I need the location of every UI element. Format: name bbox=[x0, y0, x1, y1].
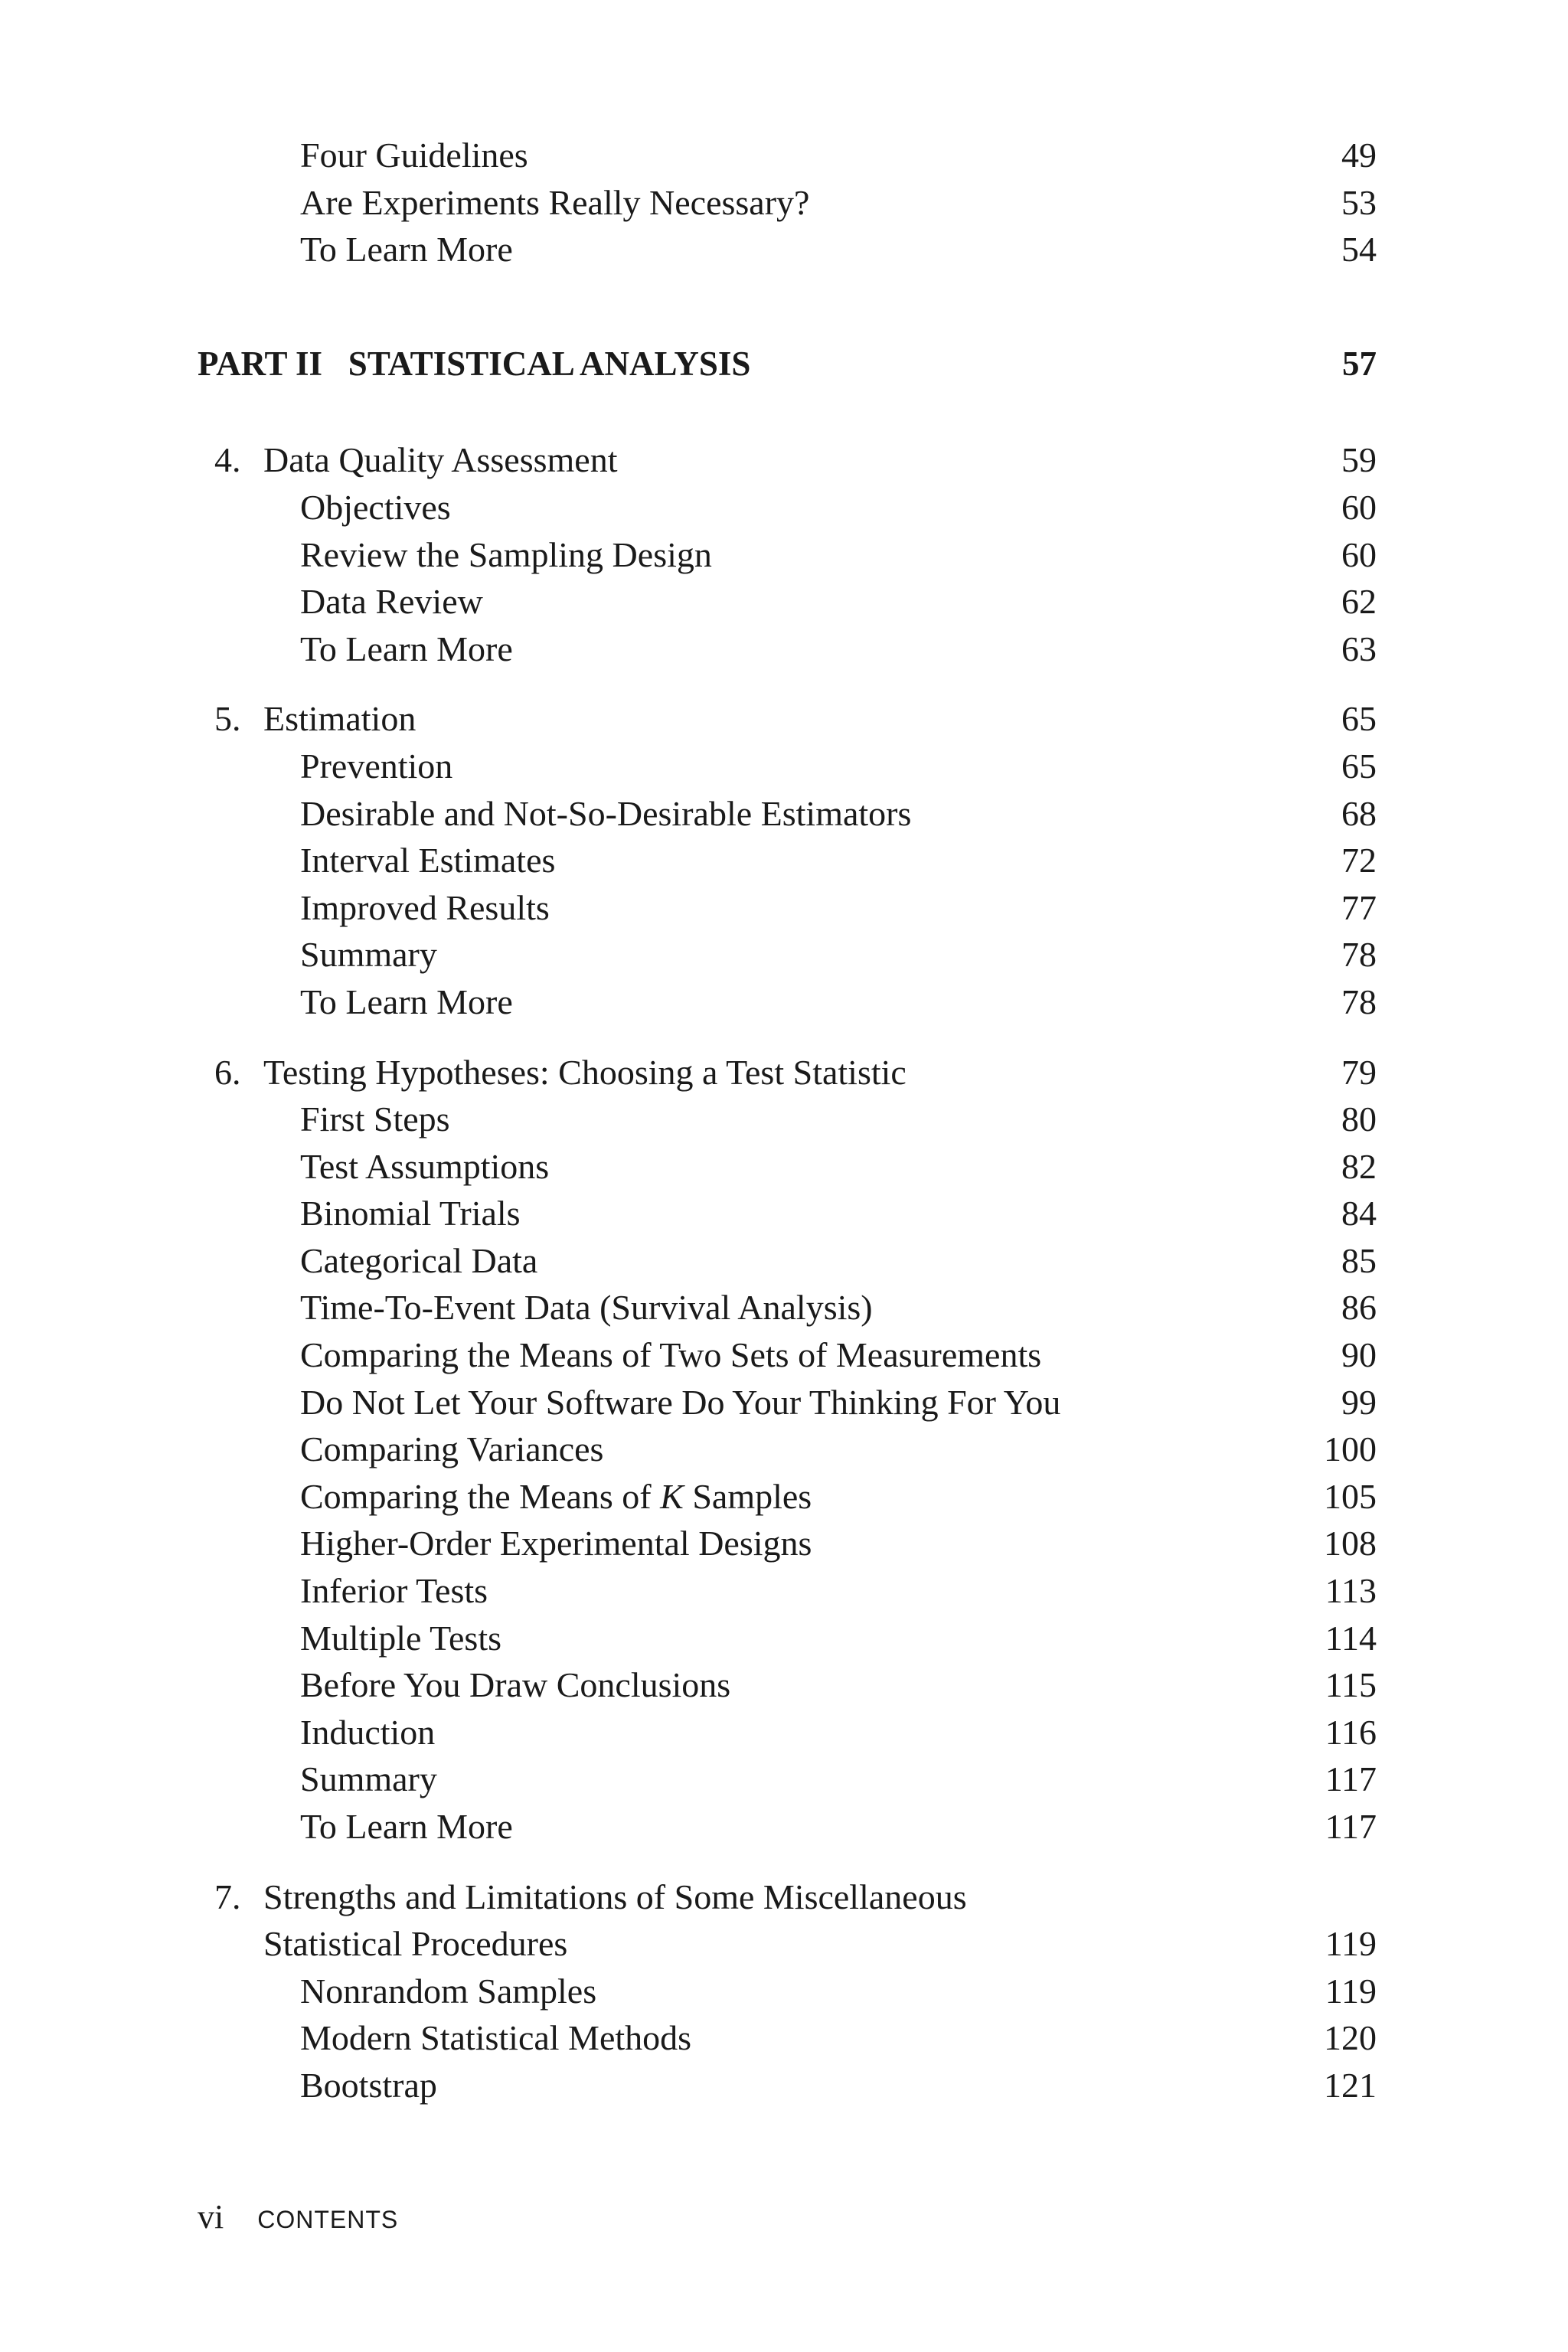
toc-entry[interactable] bbox=[198, 531, 1377, 579]
toc-entry[interactable] bbox=[198, 837, 1377, 884]
toc-entry-label: Desirable and Not-So-Desirable Estimators bbox=[300, 793, 912, 833]
chapter-number: 7. bbox=[214, 1877, 241, 1916]
toc-entry[interactable] bbox=[198, 1096, 1377, 1143]
label-italic-k: K bbox=[660, 1476, 684, 1516]
toc-entry-page: 99 bbox=[1341, 1382, 1377, 1422]
chapter-title: Data Quality Assessment bbox=[263, 440, 618, 480]
chapter-title: Testing Hypotheses: Choosing a Test Statistic bbox=[263, 1052, 906, 1092]
toc-chapter-6[interactable] bbox=[198, 1049, 1377, 1096]
toc-entry-page: 78 bbox=[1341, 935, 1377, 975]
toc-entry-page: 53 bbox=[1341, 182, 1377, 222]
chapter-page: 119 bbox=[1325, 1924, 1377, 1964]
toc-entry-page: 72 bbox=[1341, 841, 1377, 880]
toc-entry-page: 62 bbox=[1341, 582, 1377, 622]
toc-entry-label: Inferior Tests bbox=[300, 1571, 488, 1611]
toc-entry-page: 86 bbox=[1341, 1288, 1377, 1328]
chapter-number: 5. bbox=[214, 699, 241, 739]
toc-entry-label: Binomial Trials bbox=[300, 1194, 521, 1233]
toc-entry[interactable] bbox=[198, 2014, 1377, 2062]
table-of-contents bbox=[198, 132, 1377, 2109]
toc-entry-label: To Learn More bbox=[300, 1807, 513, 1846]
toc-entry[interactable] bbox=[198, 978, 1377, 1026]
toc-entry-page: 77 bbox=[1341, 887, 1377, 927]
toc-entry-page: 65 bbox=[1341, 746, 1377, 786]
toc-entry-page: 114 bbox=[1325, 1618, 1377, 1658]
toc-chapter-7-continued[interactable] bbox=[198, 1920, 1377, 1968]
toc-entry[interactable] bbox=[198, 1803, 1377, 1851]
toc-entry-label: Four Guidelines bbox=[300, 136, 528, 175]
toc-entry-label: Data Review bbox=[300, 582, 483, 622]
toc-entry-page: 115 bbox=[1325, 1665, 1377, 1705]
toc-chapter-7[interactable] bbox=[198, 1873, 1377, 1921]
toc-entry-page: 60 bbox=[1341, 534, 1377, 574]
toc-entry-page: 80 bbox=[1341, 1099, 1377, 1139]
toc-entry-are-experiments-really-necessary[interactable] bbox=[198, 179, 1377, 227]
toc-entry[interactable] bbox=[198, 578, 1377, 626]
toc-entry-label: Improved Results bbox=[300, 887, 550, 927]
toc-entry-page: 100 bbox=[1324, 1429, 1377, 1469]
toc-entry[interactable] bbox=[198, 484, 1377, 531]
toc-entry-page: 68 bbox=[1341, 793, 1377, 833]
toc-entry[interactable] bbox=[198, 1567, 1377, 1615]
toc-entry-label: Multiple Tests bbox=[300, 1618, 501, 1658]
toc-entry-page: 117 bbox=[1325, 1759, 1377, 1799]
toc-entry[interactable] bbox=[198, 1426, 1377, 1473]
toc-entry-label: Induction bbox=[300, 1712, 436, 1752]
toc-entry-page: 63 bbox=[1341, 629, 1377, 668]
toc-entry-page: 117 bbox=[1325, 1807, 1377, 1846]
toc-entry[interactable] bbox=[198, 1237, 1377, 1285]
toc-entry-label: First Steps bbox=[300, 1099, 450, 1139]
toc-entry-page: 78 bbox=[1341, 982, 1377, 1021]
toc-entry-page: 82 bbox=[1341, 1146, 1377, 1186]
toc-entry-label: Prevention bbox=[300, 746, 453, 786]
toc-entry-label: Summary bbox=[300, 935, 437, 975]
toc-entry-to-learn-more[interactable] bbox=[198, 226, 1377, 273]
toc-entry-page: 116 bbox=[1325, 1712, 1377, 1752]
label-part: Comparing the Means of bbox=[300, 1476, 661, 1516]
toc-entry[interactable] bbox=[198, 1190, 1377, 1237]
toc-entry[interactable] bbox=[198, 1143, 1377, 1191]
toc-entry-label: Comparing the Means of Two Sets of Measurements bbox=[300, 1335, 1042, 1375]
toc-entry-label: Modern Statistical Methods bbox=[300, 2018, 692, 2058]
toc-entry-page: 60 bbox=[1341, 487, 1377, 527]
toc-entry-label: Summary bbox=[300, 1759, 437, 1799]
toc-entry-label: Do Not Let Your Software Do Your Thinking For You bbox=[300, 1382, 1061, 1422]
chapter-title-line-2: Statistical Procedures bbox=[263, 1924, 568, 1964]
toc-entry-label: Before You Draw Conclusions bbox=[300, 1665, 731, 1705]
toc-entry-label: To Learn More bbox=[300, 230, 513, 270]
page-footer bbox=[198, 2194, 398, 2240]
toc-entry-label: To Learn More bbox=[300, 982, 513, 1021]
toc-entry[interactable] bbox=[198, 931, 1377, 978]
chapter-number: 6. bbox=[214, 1052, 241, 1092]
toc-entry-label: Test Assumptions bbox=[300, 1146, 550, 1186]
toc-entry-page: 84 bbox=[1341, 1194, 1377, 1233]
toc-entry-comparing-means-k-samples[interactable] bbox=[198, 1473, 1377, 1521]
toc-entry-page: 54 bbox=[1341, 230, 1377, 270]
toc-entry-page: 120 bbox=[1324, 2018, 1377, 2058]
toc-entry[interactable] bbox=[198, 1968, 1377, 2015]
toc-entry-label: Time-To-Event Data (Survival Analysis) bbox=[300, 1288, 873, 1328]
toc-entry[interactable] bbox=[198, 743, 1377, 790]
toc-entry-label: Review the Sampling Design bbox=[300, 534, 712, 574]
toc-entry-page: 121 bbox=[1324, 2065, 1377, 2105]
chapter-number: 4. bbox=[214, 440, 241, 480]
part-title: PART II STATISTICAL ANALYSIS bbox=[198, 344, 751, 383]
toc-entry-label: Bootstrap bbox=[300, 2065, 437, 2105]
chapter-page: 79 bbox=[1341, 1052, 1377, 1092]
toc-entry-label: Comparing Variances bbox=[300, 1429, 604, 1469]
toc-entry-label: Categorical Data bbox=[300, 1240, 538, 1280]
chapter-title: Estimation bbox=[263, 699, 416, 739]
running-head: CONTENTS bbox=[257, 2206, 399, 2233]
toc-entry[interactable] bbox=[198, 1284, 1377, 1331]
toc-entry-page: 119 bbox=[1325, 1971, 1377, 2011]
label-part: Samples bbox=[683, 1476, 812, 1516]
toc-entry[interactable] bbox=[198, 2062, 1377, 2109]
toc-entry-page: 108 bbox=[1324, 1524, 1377, 1563]
toc-entry[interactable] bbox=[198, 626, 1377, 673]
toc-entry-label bbox=[300, 1473, 812, 1521]
toc-entry-page: 49 bbox=[1341, 136, 1377, 175]
toc-entry[interactable] bbox=[198, 884, 1377, 932]
toc-entry-page: 113 bbox=[1325, 1571, 1377, 1611]
toc-entry-label: Nonrandom Samples bbox=[300, 1971, 597, 2011]
toc-entry-label: Are Experiments Really Necessary? bbox=[300, 182, 810, 222]
part-page: 57 bbox=[1342, 344, 1377, 383]
toc-entry[interactable] bbox=[198, 1615, 1377, 1662]
toc-entry[interactable] bbox=[198, 1756, 1377, 1803]
toc-entry-label: To Learn More bbox=[300, 629, 513, 668]
chapter-page: 65 bbox=[1341, 699, 1377, 739]
toc-entry-page: 90 bbox=[1341, 1335, 1377, 1375]
toc-part-heading[interactable] bbox=[198, 341, 1377, 388]
page-folio: vi bbox=[198, 2198, 224, 2236]
toc-entry[interactable] bbox=[198, 1709, 1377, 1756]
toc-entry[interactable] bbox=[198, 790, 1377, 838]
toc-entry[interactable] bbox=[198, 1331, 1377, 1379]
toc-entry-label: Objectives bbox=[300, 487, 451, 527]
toc-entry[interactable] bbox=[198, 1379, 1377, 1426]
toc-entry-label: Interval Estimates bbox=[300, 841, 556, 880]
toc-entry-four-guidelines[interactable] bbox=[198, 132, 1377, 179]
toc-entry-label: Higher-Order Experimental Designs bbox=[300, 1524, 812, 1563]
toc-chapter-4[interactable] bbox=[198, 436, 1377, 484]
toc-entry[interactable] bbox=[198, 1520, 1377, 1567]
toc-entry-page: 85 bbox=[1341, 1240, 1377, 1280]
toc-entry[interactable] bbox=[198, 1661, 1377, 1709]
toc-chapter-5[interactable] bbox=[198, 695, 1377, 743]
chapter-title-line-1: Strengths and Limitations of Some Miscellaneous bbox=[263, 1877, 967, 1916]
toc-entry-page: 105 bbox=[1324, 1476, 1377, 1516]
chapter-page: 59 bbox=[1341, 440, 1377, 480]
